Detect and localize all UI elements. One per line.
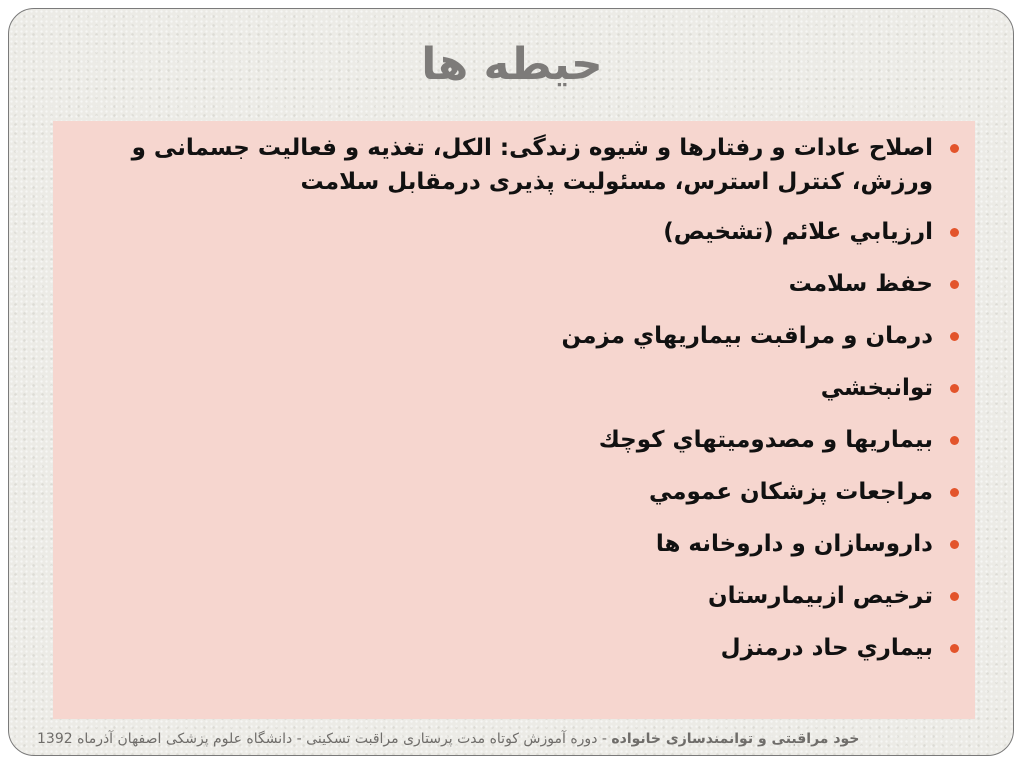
bullet-text: داروسازان و داروخانه ها	[655, 531, 933, 557]
bullet-text: ترخیص ازبیمارستان	[707, 583, 933, 609]
bullet-dot-icon	[950, 488, 959, 497]
bullet-dot-icon	[950, 144, 959, 153]
bullet-item	[93, 475, 961, 509]
slide-footer	[9, 729, 1014, 749]
bullet-dot-icon	[950, 540, 959, 549]
slide-title: حیطه ها	[421, 39, 603, 90]
bullet-item	[93, 423, 961, 457]
bullet-text: مراجعات پزشكان عمومي	[648, 479, 933, 505]
bullet-item	[93, 215, 961, 249]
bullet-item	[93, 371, 961, 405]
bullet-text: حفظ سلامت	[788, 271, 933, 297]
bullet-dot-icon	[950, 228, 959, 237]
bullet-list	[93, 131, 961, 665]
footer-details: - دوره آموزش کوتاه مدت پرستاری مراقبت تسکینی - دانشگاه علوم پزشکی اصفهان آذرماه 1392	[37, 731, 612, 747]
footer-course-title: خود مراقبتی و توانمندسازی خانواده	[611, 731, 860, 747]
bullet-text: بيماريها و مصدوميتهاي كوچك	[598, 427, 933, 453]
bullet-item	[93, 631, 961, 665]
bullet-dot-icon	[950, 436, 959, 445]
bullet-dot-icon	[950, 280, 959, 289]
bullet-item	[93, 319, 961, 353]
content-box	[53, 121, 975, 719]
bullet-text: بيماري حاد درمنزل	[720, 635, 933, 661]
bullet-text: توانبخشي	[820, 375, 933, 401]
slide	[8, 8, 1014, 756]
bullet-text: ارزيابي علائم (تشخیص)	[663, 219, 933, 245]
bullet-dot-icon	[950, 384, 959, 393]
bullet-text: اصلاح عادات و رفتارها و شیوه زندگی: الکل، تغذیه و فعالیت جسمانی و ورزش، کنترل استرس، مسئولیت پذیری درمقابل سلامت	[131, 135, 933, 195]
bullet-dot-icon	[950, 332, 959, 341]
bullet-dot-icon	[950, 592, 959, 601]
bullet-item	[93, 579, 961, 613]
bullet-text: درمان و مراقبت بيماريهاي مزمن	[561, 323, 933, 349]
bullet-item	[93, 131, 961, 199]
bullet-item	[93, 527, 961, 561]
bullet-item	[93, 267, 961, 301]
bullet-dot-icon	[950, 644, 959, 653]
